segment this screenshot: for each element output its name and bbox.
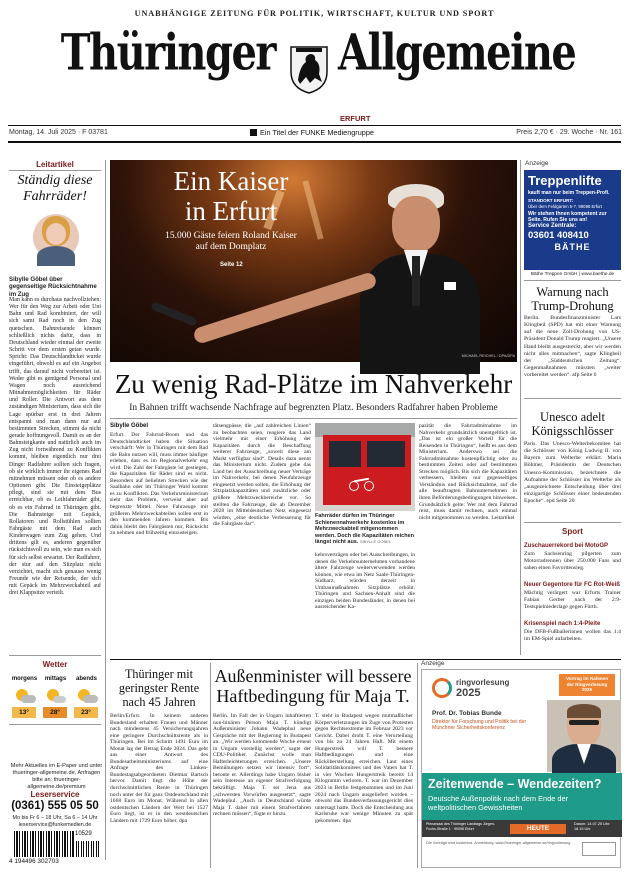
hero-title-line2: in Erfurt xyxy=(184,196,278,226)
ad2-heute: HEUTE xyxy=(510,824,566,834)
ad-brand: Treppenlifte xyxy=(528,173,602,188)
temp-mittags: 28° xyxy=(43,707,67,718)
ad2-top-badge: Vortrag im Rahmen der Ringvorlesung 2025 xyxy=(559,674,615,696)
ad2-sub: Deutsche Außenpolitik nach dem Ende der weltpolitischen Gewissheiten xyxy=(428,794,569,812)
ringvorlesung-ad[interactable] xyxy=(421,669,621,868)
temp-abends: 23° xyxy=(74,707,98,718)
coat-of-arms xyxy=(288,44,330,94)
main-author: Sibylle Göbel xyxy=(110,423,149,429)
funke-line: Ein Titel der FUNKE Mediengruppe xyxy=(250,128,374,137)
weather-label-mittags: mittags xyxy=(44,676,67,682)
microphone-icon xyxy=(150,301,198,326)
issue-date: Montag, 14. Juli 2025 · F 03781 xyxy=(9,129,108,136)
barcode xyxy=(14,831,74,857)
ad-footer: Bäthe Treppen GmbH | www.baethe.de xyxy=(530,272,615,277)
sport-label: Sport xyxy=(562,527,583,536)
ad2-year: 2025 xyxy=(456,687,481,699)
main-col3: pazität die Fahrradmitnahme im Nahverkehr grundsätzlich unentgeltlich ist. „Das ist ein großer Vorteil für die Reisenden in Thüringen“, heißt es aus dem Ministerium. Anderswo sei die Fahrradmitnahme kostenpflichtig oder zu bestimmten Zeiten oder auf bestimmten Strecken möglich. Bis sich die Kapazitäten verbessern, bleiben nur gegenseitiges Verständnis und Rücksichtnahme, auf die alle beauftragten Bahnunternehmen in ihren Beförderungsbedingungen hinweisen. Grundsätzlich gelte: Wer mit dem Fahrrad reist, muss damit rechnen, auch einmal nicht mitgenommen zu werden. Leitartikel xyxy=(419,423,517,521)
ad2-person-name: Prof. Dr. Tobias Bunde xyxy=(432,710,502,717)
rente-title: Thüringer mit geringster Rente nach 45 Jahren xyxy=(118,667,200,709)
ad2-person-role: Direktor für Forschung und Politik bei der Münchner Sicherheitskonferenz xyxy=(432,719,527,732)
ad-logo: BÄTHE xyxy=(554,241,591,252)
main-col2: tätsengpässe, die „auf zahlreichen Linien“ zu beobachten seien, reagiere das Land vielmehr mit einer Erhöhung der Kapazitäten durch die Beschaffung weiterer Fahrzeuge, „soweit diese am Markt verfügbar sind“. Details dazu nennt das Ministerium nicht. Zudem gebe das Land bei der Ausschreibung neuer Verträge im Nahverkehr, bei denen Neufahrzeuge eingesetzt werden sollen, die Erhöhung der Sitzplatzkapazitäten und zusätzliche oder größere Mehrzweckbereiche vor. So stellten die Fahrzeuge, die ab Dezember 2028 im Mitteldeutschen Netz eingesetzt würden, „eine deutliche Verbesserung für die Fahrgäste dar“. xyxy=(213,423,311,528)
sun-cloud-icon xyxy=(45,688,67,704)
unesco-body: Paris. Das Unesco-Welterbekomitee hat die Schlösser von König Ludwig II. von Bayern zum Welterbe erklärt. Maria Böhmer, Präsidentin der Deutschen Unesco-Kommission, bezeichnete die Aufnahme der Schlösser ins Welterbe als „ausgezeichnete Entscheidung über drei einzigartige Schlösser einer bedeutenden Epoche“. epd Seite 20 xyxy=(524,441,621,505)
hero-subtitle: 15.000 Gäste feiern Roland Kaiser auf dem Domplatz xyxy=(165,231,297,252)
leitartikel-title: Ständig diese Fahrräder! xyxy=(17,173,93,204)
sport-item-body: Mächtig verärgert war Erfurts Trainer Fabian Gerber nach der 2:9-Testspielniederlage gegen Fürth. xyxy=(524,590,621,610)
ad2-footer: Die Vorträge sind kostenlos. Anmeldung: www.thueringer-allgemeine.de/ringvorlesung xyxy=(426,841,571,845)
masthead-title-right: Allgemeine xyxy=(338,23,576,82)
barcode-top: 10529 xyxy=(75,831,92,837)
bicycle-icon xyxy=(349,475,375,493)
leserservice-phone[interactable]: (0361) 555 05 50 xyxy=(11,800,99,812)
leitartikel-body: Man kann es durchaus nachvollziehen: Wer für den Weg zur Arbeit oder Uni Bahn und Rad kombiniert, der will sich samt Rad noch in den Zug quetschen. Bahnreisende können schließlich nichts dafür, dass in Deutschland wieder einmal der zweite Schritt vor dem ersten getan wurde. Spricht: Das Deutschlandticket wurde eingeführt, obwohl es auf ein Angebot trifft, das darauf nicht vorbereitet ist. Weder gibt es genügend Personal und Wagen noch ausreichend Mitnahmemöglichkeiten für Räder und Roller. Die Antwort aus dem zuständigen Ministerium, dass sich die Lage spürbar erst in drei Jahren entspannt und man dann nur auf bestimmten Strecken, stimmt da nicht gerade hoffnungsvoll. Damit es an der Bahnsteigkante und natürlich auch im Zug nicht fortwährend zu Konflikten kommt, bleiben eigentlich nur drei Dinge: Radfahrer sollten sich fragen, ob sie wirklich immer ihr eigenes Rad mitnehmen müssen oder ob es andere Optionen gibt. Die Einsteigeplätze pflegt, sind sie mit dem Bus erreichbar, ob es Leihfahrräder gibt, ob es ein Fahrrad in Thüringen gibt. Die Bahnsteige mit Gepäck, Rollatoren und Rollstühlen sollten Fahrgäste mit dem Rad auch Kinderwagen zum Zug gehen. Und drittens gilt es, anderen gegenüber rücksichtsvoll zu sein, wie man es sich für sich selbst erwartet. Der Radfahrer, der stur auf den Sitzplatz nicht verzichtet, macht sich genauso wenig Freunde wie der Reisende, der sich mit Gepäck im Mehrzweckabteil auf drei Klappsitze verteilt. xyxy=(9,297,101,597)
sport-item-title[interactable]: Zuschauerrekord bei MotoGP xyxy=(524,543,609,549)
sun-cloud-icon xyxy=(14,688,36,704)
edition: ERFURT xyxy=(340,114,371,123)
ad-line5: Service Zentrale: xyxy=(528,222,577,229)
speaker-photo xyxy=(547,700,621,772)
ad2-headline: Zeitenwende – Wendezeiten? xyxy=(428,777,602,791)
wadephul-col2: T. steht in Budapest wegen mutmaßlicher Körperverletzungen im Zuge von Protesten gegen Rechtsextreme im Februar 2023 vor Gericht. Dabei droht T. eine Verurteilung von bis zu 24 Jahren Haft. Mit einem Hungerstreik will T. bessere Haftbedingungen und eine Rücküberstellung erreichen. Laut eines Solidaritätskomitees und des Vaters hat T. in vier Wochen Hungerstreik bereits 14 Kilogramm verloren. T. war im Dezember 2023 in Berlin festgenommen und im Juni 2024 nach Ungarn ausgeliefert worden – obwohl das Bundesverfassungsgericht dies untersagt hatte. Doch die Entscheidung aus Karlsruhe war wenige Minuten zu spät gekommen. dpa xyxy=(315,713,413,824)
wadephul-title: Außenminister will bessere Haftbedingung für Maja T. xyxy=(214,666,412,706)
ad-line2: STANDORT ERFURT: xyxy=(528,198,574,203)
ad2-label: Anzeige xyxy=(421,660,445,667)
ad2-date: Datum: 14.07.25 Uhr: 18.15 Uhr xyxy=(574,822,611,831)
ad-phone[interactable]: 03601 408410 xyxy=(528,229,589,241)
trump-body: Berlin. Bundesfinanzminister Lars Klingbeil (SPD) hat mit einer Warnung auf die neue Zoll-Drohung von US-Präsident Donald Trump reagiert. „Unsere Hand bleibt ausgestreckt, aber wir werden nicht alles mitmachen“, sagte Klingbeil der „Süddeutschen Zeitung“. Gegenmaßnahmen müssten „weiter vorbereitet werden“. afp Seite 6 xyxy=(524,315,621,379)
slogan: UNABHÄNGIGE ZEITUNG FÜR POLITIK, WIRTSCHAFT, KULTUR UND SPORT xyxy=(134,9,495,18)
barcode-number: 4 194496 302703 xyxy=(9,858,59,865)
sun-cloud-icon xyxy=(76,688,98,704)
main-headline: Zu wenig Rad-Plätze im Nahverkehr xyxy=(114,369,513,399)
leserservice-label: Leserservice xyxy=(30,790,80,799)
masthead-title-left: Thüringer xyxy=(60,23,275,82)
price: Preis 2,70 € · 29. Woche · Nr. 161 xyxy=(516,129,622,136)
weather-title: Wetter xyxy=(42,660,68,669)
sport-item-body: Zum Sachsenring pilgerten zum Motorradrennen über 250.000 Fans und sahen einen Favoritensieg. xyxy=(524,551,621,571)
ad2-ring: ringvorlesung xyxy=(456,678,510,687)
ring-logo-icon xyxy=(432,678,452,698)
ad-line1: kauft man nur beim Treppen-Profi. xyxy=(528,190,610,196)
ad-line4: Wir stehen Ihnen kompetent zur Seite. Rufen Sie uns an! xyxy=(528,210,607,223)
section-label-leitartikel: Leitartikel xyxy=(36,160,74,169)
sport-item-title[interactable]: Krisenspiel nach 1:4-Pleite xyxy=(524,621,601,627)
landtag-logo-icon xyxy=(582,842,616,856)
wadephul-col1: Berlin. Im Fall der in Ungarn inhaftierten non-binären Person Maja T. kündigt Außenminister Johann Wadephul neue Gespräche mit der Regierung in Budapest an. „Wir werden kommende Woche erneut in Ungarn vorstellig werden“, sagte der CDU-Politiker. Zunächst wolle man Hafterleichterungen erreichen. „Unsere Bemühungen setzen wir intensiv fort“, betonte er. Allerdings habe Ungarn bisher sein Interesse an eigener Strafverfolgung bekräftigt. Maja T. sei Jena aus „schwersten Vorwürfen ausgesetzt“, sagte Wadephul. „Auch in Deutschland würde Maja T. daher mit einem Strafverfahren rechnen müssen“, fügte er hinzu. xyxy=(213,713,311,818)
ad-line3: Über dem Feldgarten 5-7, 99098 Erfurt xyxy=(528,203,603,209)
trump-title: Warnung nach Trump-Drohung xyxy=(531,285,614,313)
temp-morgens: 13° xyxy=(12,707,36,718)
weather-label-abends: abends xyxy=(75,676,97,682)
weather-label-morgens: morgens xyxy=(11,676,38,682)
train-photo[interactable] xyxy=(315,423,415,511)
unesco-title: Unesco adelt Königsschlösser xyxy=(531,410,614,438)
main-col2b: kehrsverträgen oder bei Ausschreibungen, in denen die Verkehrsunternehmen vorhandene ältere Fahrzeuge weiterverwenden werden können, wie etwa im Netz Saale-Thüringen-Südharz, würden derzeit in Umbaumaßnahmen Sitzplätze erhöht. Thüringen und Sachsen-Anhalt sind die einzigen beiden Bundesländer, in denen bei ausreichender Ka- xyxy=(315,552,415,611)
epaper-note: Mehr Aktuelles im E-Paper und unter thueringer-allgemeine.de, Anfragen bitte an: thueringer-allgemeine.de/premium xyxy=(10,763,103,790)
leserservice-hours: Mo bis Fr 6 – 18 Uhr, Sa 6 – 14 Uhr leserservice@funkemedien.de xyxy=(12,815,98,828)
ad2-venue: Plenarsaal des Thüringer Landtags Jürgen-Fuchs-Straße 1 · 99096 Erfurt xyxy=(426,822,496,831)
ad-label: Anzeige xyxy=(525,160,549,167)
funke-icon xyxy=(250,129,257,136)
photo-caption: Fahrräder dürfen im Thüringer Schienennahverkehr kostenlos im Mehrzweckabteil mitgenommen werden. Doch die Kapazitäten reichen längst nicht aus. SIBYLLE GÖBEL xyxy=(315,513,415,546)
author-avatar xyxy=(33,214,79,260)
treppenlift-ad[interactable] xyxy=(524,170,621,270)
lion-crest-icon xyxy=(288,44,330,94)
sport-item-body: Die DFB-Fußballerinnen wollen das 1:4 im EM-Spiel aufarbeiten. xyxy=(524,629,621,642)
hero-title-line1: Ein Kaiser xyxy=(173,166,289,196)
main-col1: Erfurt. Der Fahrrad-Boom und das Deutschlandticket haben die Situation verschärft: Wer in Thüringen mit dem Rad die Bahn nutzen will, muss immer häufiger erleben, dass es im Regionalverkehr eng wird. Die Zahl der Fahrgäste ist gestiegen, die Kapazitäten für Räder sind es nicht. Besonders auf beliebten Strecken wie der Saalbahn oder im Thüringer Wald kommt es zu Konflikten. Das Verkehrsministerium sieht das Problem, verweist aber auf begrenzte Mittel. Neue Fahrzeuge mit größeren Mehrzweckabteilen sollen erst in den kommenden Jahren kommen. Bis dahin bleibt den Fahrgästen nur, Rücksicht zu nehmen und frühzeitig einzusteigen. xyxy=(110,432,208,537)
barcode-2 xyxy=(76,841,100,857)
main-subheadline: In Bahnen trifft wachsende Nachfrage auf begrenzten Platz. Besonders Radfahrer haben Probleme xyxy=(129,403,498,413)
sport-item-title[interactable]: Neuer Gegentore für FC Rot-Weiß xyxy=(524,582,620,588)
hero-page-ref[interactable]: Seite 12 xyxy=(220,262,243,268)
rente-body: Berlin/Erfurt. In keinem anderen Bundesland erhalten Frauen und Männer nach mindestens 45 Versicherungsjahren eine geringere Durchschnittsrente als in Thüringen. Bei im Schnitt 1491 Euro im Monat lag der Betrag Ende 2024. Das geht aus einer Antwort des Bundesarbeitsministeriums auf eine Anfrage des Linken-Bundestagsabgeordneten Dietmar Bartsch hervor. Damit liegt die Höhe der durchschnittlichen Rente in Thüringen noch unter der für ganz Ostdeutschland mit 1668 Euro im Monat. Während in allen ostdeutschen Ländern der Wert bei 1527 Euro liegt, ist er in den westdeutschen Ländern mit 1729 Euro höher. dpa xyxy=(110,713,208,824)
leitartikel-caption: Sibylle Göbel über gegenseitige Rücksichtnahme im Zug xyxy=(9,276,97,298)
hero-photo-credit: MICHAEL REICHEL / DPA/DPA xyxy=(461,354,515,358)
singer-figure xyxy=(360,184,480,364)
